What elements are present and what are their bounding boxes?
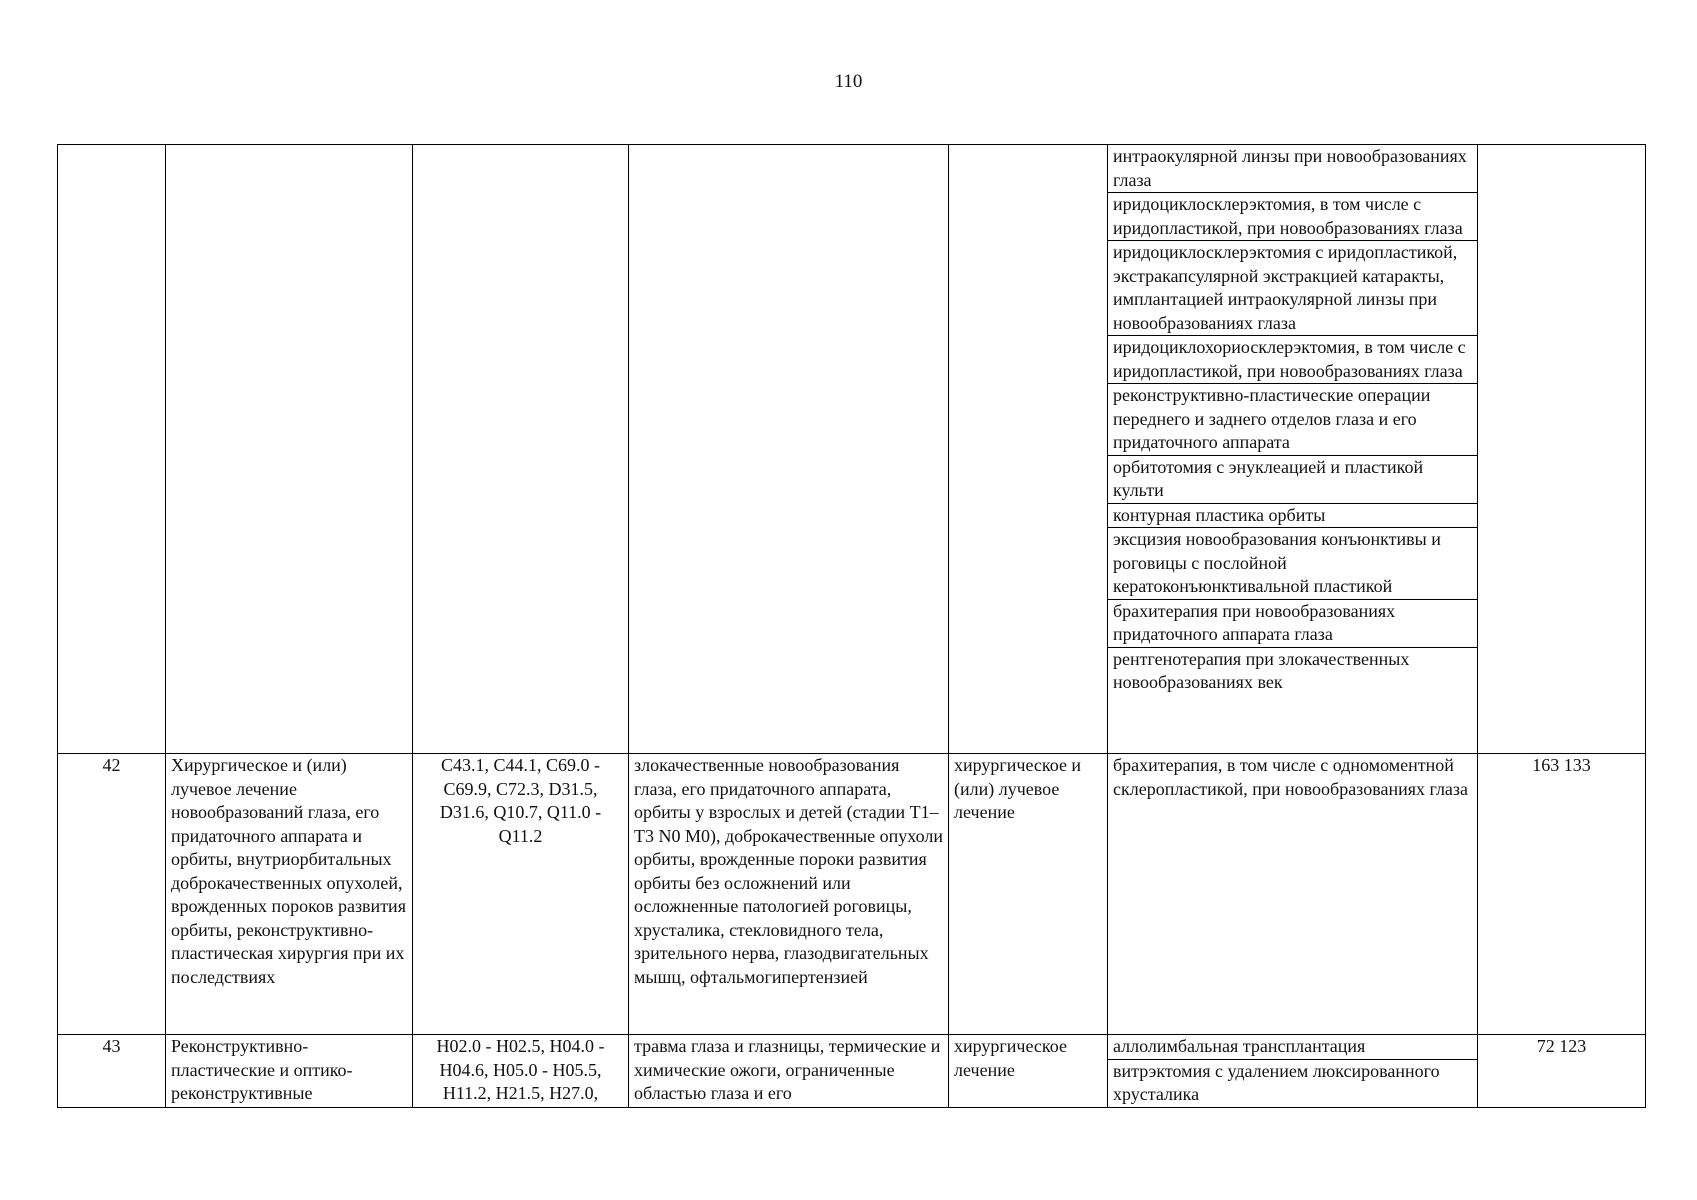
cell-procedures — [1108, 1035, 1478, 1108]
cell-procedures — [1108, 145, 1478, 754]
procedure-item: витрэктомия с удалением люксированного хрусталика — [1113, 1060, 1440, 1104]
procedure-item: реконструктивно-пластические операции переднего и заднего отделов глаза и его придаточного аппарата — [1108, 384, 1477, 456]
procedure-list — [1108, 1035, 1477, 1107]
cell-number — [58, 145, 166, 754]
table-row-continuation — [58, 145, 1646, 754]
cell-treatment: хирургическое и (или) лучевое лечение — [949, 754, 1108, 1035]
procedure-list — [1108, 145, 1477, 695]
cell-number: 43 — [58, 1035, 166, 1108]
procedure-item: брахитерапия при новообразованиях придаточного аппарата глаза — [1108, 600, 1477, 648]
table-row-43 — [58, 1035, 1646, 1108]
main-table — [57, 144, 1646, 1108]
cell-number: 42 — [58, 754, 166, 1035]
cell-model — [629, 145, 949, 754]
cell-treatment: хирургическое лечение — [949, 1035, 1108, 1108]
table-row-42 — [58, 754, 1646, 1035]
procedure-item: иридоциклохориосклерэктомия, в том числе с иридопластикой, при новообразованиях глаза — [1108, 336, 1477, 384]
procedure-item: интраокулярной линзы при новообразованиях глаза — [1108, 145, 1477, 193]
cell-cost: 163 133 — [1478, 754, 1646, 1035]
procedure-list — [1108, 754, 1477, 801]
cell-codes — [413, 145, 629, 754]
cell-codes: H02.0 - H02.5, H04.0 - H04.6, H05.0 - H05.5, H11.2, H21.5, H27.0, — [413, 1035, 629, 1108]
procedure-item: иридоциклосклерэктомия с иридопластикой, экстракапсулярной экстракцией катаракты, имплантацией интраокулярной линзы при новообразованиях глаза — [1108, 241, 1477, 336]
cell-treatment — [949, 145, 1108, 754]
cell-model: травма глаза и глазницы, термические и химические ожоги, ограниченные областью глаза и его — [629, 1035, 949, 1108]
cell-model: злокачественные новообразования глаза, его придаточного аппарата, орбиты у взрослых и детей (стадии T1–T3 N0 M0), доброкачественные опухоли орбиты, врожденные пороки развития орбиты без осложнений или осложненные патологией роговицы, хрусталика, стекловидного тела, зрительного нерва, глазодвигательных мышц, офтальмогипертензией — [629, 754, 949, 1035]
cell-name: Реконструктивно-пластические и оптико-реконструктивные — [166, 1035, 413, 1108]
cell-name — [166, 145, 413, 754]
cell-codes: C43.1, C44.1, C69.0 - C69.9, C72.3, D31.5, D31.6, Q10.7, Q11.0 - Q11.2 — [413, 754, 629, 1035]
procedure-item: контурная пластика орбиты — [1108, 504, 1477, 529]
cell-cost — [1478, 145, 1646, 754]
procedure-item: аллолимбальная трансплантация — [1108, 1035, 1477, 1060]
cell-name: Хирургическое и (или) лучевое лечение новообразований глаза, его придаточного аппарата и орбиты, внутриорбитальных доброкачественных опухолей, врожденных пороков развития орбиты, реконструктивно-пластическая хирургия при их последствиях — [166, 754, 413, 1035]
page-number: 110 — [834, 71, 863, 92]
cell-procedures — [1108, 754, 1478, 1035]
procedure-item: брахитерапия, в том числе с одномоментной склеропластикой, при новообразованиях глаза — [1113, 755, 1469, 799]
procedure-item: эксцизия новообразования конъюнктивы и роговицы с послойной кератоконъюнктивальной пластикой — [1108, 528, 1477, 600]
cell-cost: 72 123 — [1478, 1035, 1646, 1108]
procedure-item: рентгенотерапия при злокачественных новообразованиях век — [1113, 648, 1410, 692]
procedure-item: иридоциклосклерэктомия, в том числе с иридопластикой, при новообразованиях глаза — [1108, 193, 1477, 241]
procedure-item: орбитотомия с энуклеацией и пластикой культи — [1108, 456, 1477, 504]
